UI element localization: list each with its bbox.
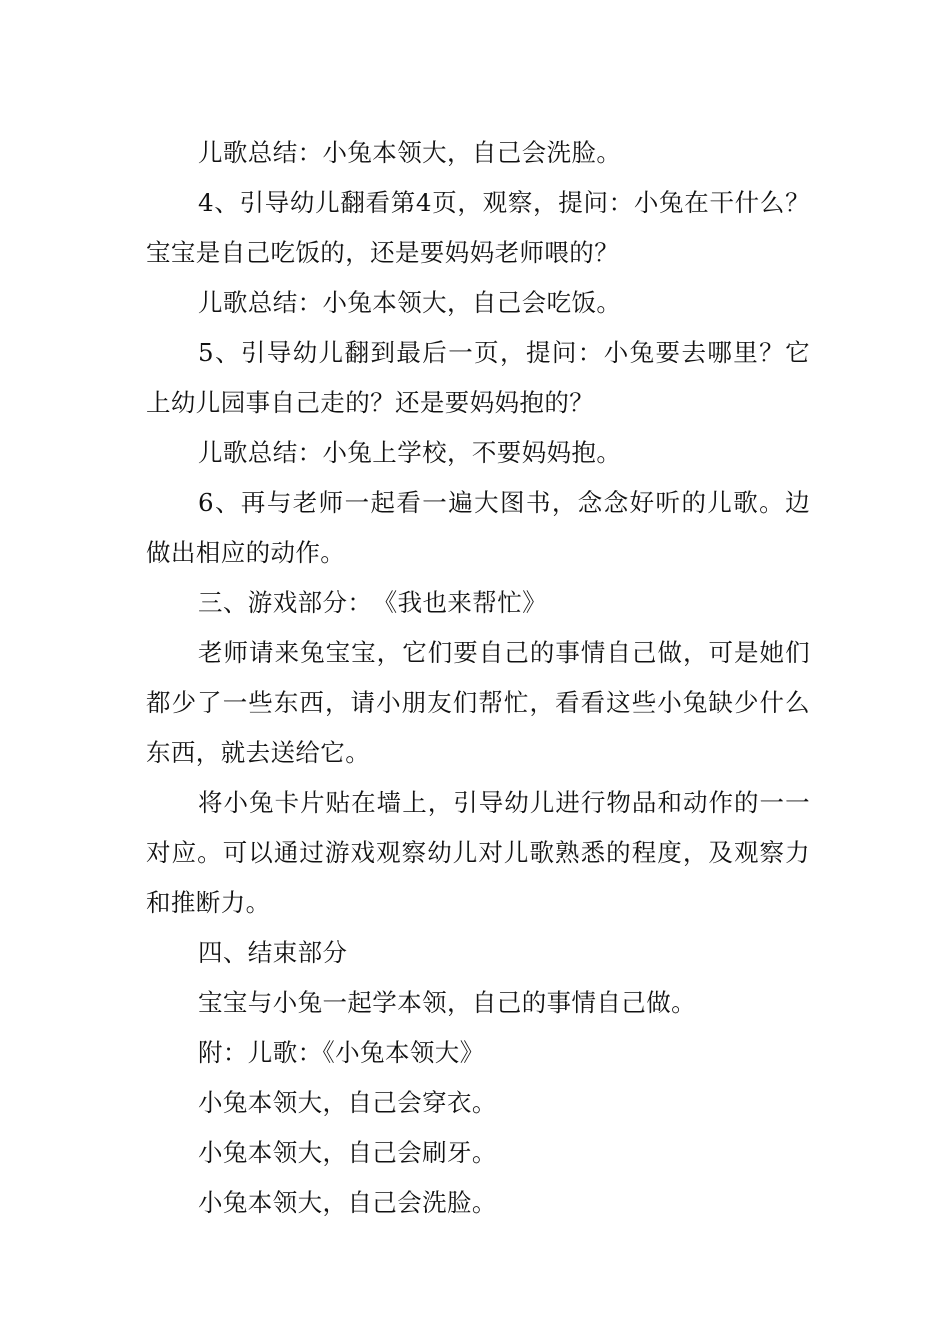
paragraph-game-cards: 将小兔卡片贴在墙上，引导幼儿进行物品和动作的一一对应。可以通过游戏观察幼儿对儿歌熟悉的程度，及观察力和推断力。 — [146, 788, 810, 917]
rhyme-line-dress: 小兔本领大，自己会穿衣。 — [198, 1088, 497, 1117]
section-heading-ending: 四、结束部分 — [198, 938, 348, 967]
rhyme-line-brush: 小兔本领大，自己会刷牙。 — [198, 1138, 497, 1167]
section-heading-game: 三、游戏部分： 《我也来帮忙》 — [198, 588, 547, 617]
paragraph-summary-eat: 儿歌总结：小兔本领大，自己会吃饭。 — [198, 288, 622, 317]
paragraph-step-6: 6、再与老师一起看一遍大图书，念念好听的儿歌。边做出相应的动作。 — [146, 488, 810, 567]
paragraph-game-intro: 老师请来兔宝宝，它们要自己的事情自己做，可是她们都少了一些东西，请小朋友们帮忙，看看这些小兔缺少什么东西，就去送给它。 — [146, 638, 810, 767]
paragraph-summary-wash-face: 儿歌总结：小兔本领大，自己会洗脸。 — [198, 138, 622, 167]
appendix-title: 附：儿歌：《小兔本领大》 — [198, 1038, 485, 1067]
paragraph-ending: 宝宝与小兔一起学本领，自己的事情自己做。 — [198, 988, 696, 1017]
rhyme-line-wash: 小兔本领大，自己会洗脸。 — [198, 1188, 497, 1217]
paragraph-summary-school: 儿歌总结：小兔上学校，不要妈妈抱。 — [198, 438, 622, 467]
document-body — [146, 128, 810, 1228]
paragraph-step-4: 4、引导幼儿翻看第4页，观察，提问：小兔在干什么？宝宝是自己吃饭的，还是要妈妈老师喂的？ — [146, 188, 810, 267]
paragraph-step-5: 5、引导幼儿翻到最后一页，提问：小兔要去哪里？它上幼儿园事自己走的？还是要妈妈抱的？ — [146, 338, 810, 417]
